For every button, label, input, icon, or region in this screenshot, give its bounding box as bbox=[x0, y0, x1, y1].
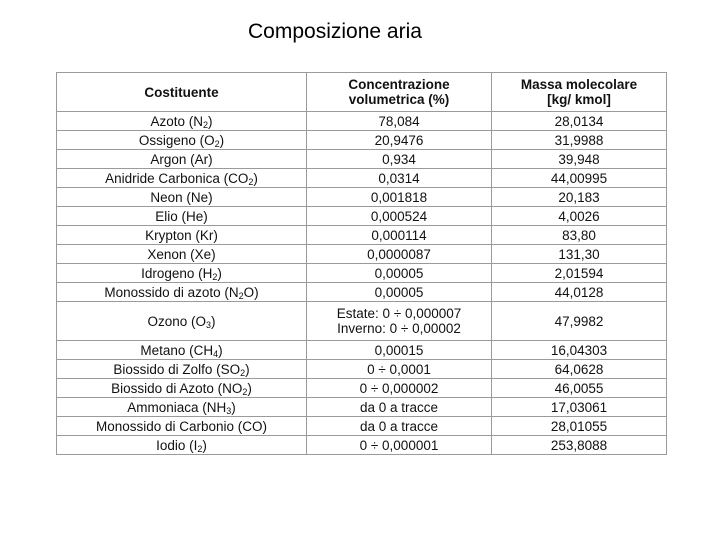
formula-subscript: 2 bbox=[203, 119, 209, 130]
constituent-name-suffix: ) bbox=[231, 399, 236, 415]
concentration-cell: 0,000114 bbox=[307, 226, 492, 245]
constituent-name: Ozono (O bbox=[147, 313, 206, 329]
table-row bbox=[57, 283, 667, 302]
constituent-name: Metano (CH bbox=[140, 342, 214, 358]
constituent-name-suffix: ) bbox=[219, 132, 225, 148]
formula-subscript: 3 bbox=[206, 319, 212, 330]
constituent-cell bbox=[57, 436, 307, 455]
constituent-name-suffix: ) bbox=[218, 342, 223, 358]
concentration-cell: 0 ÷ 0,000001 bbox=[307, 436, 492, 455]
formula-subscript: 4 bbox=[213, 348, 219, 359]
constituent-name: Idrogeno (H bbox=[141, 265, 213, 281]
constituent-name-suffix: ) bbox=[253, 170, 258, 186]
table-row bbox=[57, 112, 667, 131]
header-mass-line1: Massa molecolare bbox=[520, 77, 638, 92]
header-concentration-line1: Concentrazione bbox=[348, 77, 450, 92]
table-row bbox=[57, 436, 667, 455]
concentration-cell: 0,934 bbox=[307, 150, 492, 169]
header-concentration bbox=[307, 73, 492, 112]
molecular-mass-cell: 83,80 bbox=[492, 226, 667, 245]
molecular-mass-cell: 46,0055 bbox=[492, 379, 667, 398]
concentration-cell bbox=[307, 302, 492, 341]
concentration-cell: 0,00005 bbox=[307, 283, 492, 302]
concentration-cell: 0,00005 bbox=[307, 264, 492, 283]
constituent-cell bbox=[57, 379, 307, 398]
concentration-cell: da 0 a tracce bbox=[307, 398, 492, 417]
concentration-cell: 0,0000087 bbox=[307, 245, 492, 264]
constituent-cell bbox=[57, 226, 307, 245]
constituent-name: Krypton (Kr) bbox=[145, 227, 218, 243]
constituent-name: Biossido di Azoto (NO bbox=[111, 380, 243, 396]
header-molecular-mass bbox=[492, 73, 667, 112]
constituent-cell bbox=[57, 302, 307, 341]
constituent-name: Elio (He) bbox=[155, 208, 208, 224]
concentration-cell: 20,9476 bbox=[307, 131, 492, 150]
table-row bbox=[57, 302, 667, 341]
molecular-mass-cell: 64,0628 bbox=[492, 360, 667, 379]
table-row bbox=[57, 131, 667, 150]
constituent-name: Neon (Ne) bbox=[150, 189, 213, 205]
concentration-cell: 0,00015 bbox=[307, 341, 492, 360]
constituent-name-suffix: ) bbox=[245, 361, 250, 377]
header-constituent: Costituente bbox=[57, 73, 307, 112]
constituent-cell bbox=[57, 264, 307, 283]
formula-subscript: 2 bbox=[214, 138, 220, 149]
formula-subscript: 2 bbox=[212, 271, 218, 282]
formula-subscript: 3 bbox=[226, 405, 232, 416]
constituent-name-suffix: ) bbox=[202, 437, 207, 453]
constituent-name-suffix: ) bbox=[247, 380, 252, 396]
constituent-cell bbox=[57, 398, 307, 417]
molecular-mass-cell: 31,9988 bbox=[492, 131, 667, 150]
constituent-name: Ossigeno (O bbox=[138, 132, 215, 148]
concentration-cell: 0 ÷ 0,000002 bbox=[307, 379, 492, 398]
constituent-cell bbox=[57, 245, 307, 264]
constituent-cell bbox=[57, 283, 307, 302]
table-row bbox=[57, 341, 667, 360]
molecular-mass-cell: 47,9982 bbox=[492, 302, 667, 341]
constituent-cell bbox=[57, 150, 307, 169]
constituent-name-suffix: O) bbox=[243, 284, 259, 300]
header-mass-line2: [kg/ kmol] bbox=[547, 92, 611, 107]
constituent-cell bbox=[57, 131, 307, 150]
constituent-name: Iodio (I bbox=[156, 437, 198, 453]
molecular-mass-cell: 253,8088 bbox=[492, 436, 667, 455]
table-row bbox=[57, 207, 667, 226]
concentration-line: Estate: 0 ÷ 0,000007 bbox=[336, 306, 462, 321]
table-row bbox=[57, 398, 667, 417]
molecular-mass-cell: 2,01594 bbox=[492, 264, 667, 283]
formula-subscript: 2 bbox=[248, 176, 254, 187]
table-row bbox=[57, 360, 667, 379]
air-composition-table bbox=[56, 72, 667, 455]
constituent-cell bbox=[57, 207, 307, 226]
formula-subscript: 2 bbox=[240, 367, 246, 378]
constituent-name-suffix: ) bbox=[208, 113, 213, 129]
concentration-cell: 0,0314 bbox=[307, 169, 492, 188]
header-concentration-line2: volumetrica (%) bbox=[348, 92, 450, 107]
page-title: Composizione aria bbox=[248, 20, 422, 43]
constituent-name-suffix: ) bbox=[211, 313, 216, 329]
constituent-cell bbox=[57, 188, 307, 207]
table-row bbox=[57, 264, 667, 283]
table-row bbox=[57, 188, 667, 207]
table-row bbox=[57, 169, 667, 188]
molecular-mass-cell: 28,0134 bbox=[492, 112, 667, 131]
molecular-mass-cell: 44,00995 bbox=[492, 169, 667, 188]
constituent-name: Anidride Carbonica (CO bbox=[105, 170, 249, 186]
constituent-name: Monossido di Carbonio (CO) bbox=[95, 418, 268, 434]
concentration-cell: 0,001818 bbox=[307, 188, 492, 207]
table-row bbox=[57, 245, 667, 264]
table-row bbox=[57, 226, 667, 245]
molecular-mass-cell: 20,183 bbox=[492, 188, 667, 207]
constituent-cell bbox=[57, 341, 307, 360]
molecular-mass-cell: 28,01055 bbox=[492, 417, 667, 436]
constituent-name: Ammoniaca (NH bbox=[127, 399, 227, 415]
table-row bbox=[57, 150, 667, 169]
formula-subscript: 2 bbox=[197, 443, 203, 454]
constituent-name: Monossido di azoto (N bbox=[104, 284, 239, 300]
concentration-cell: 0 ÷ 0,0001 bbox=[307, 360, 492, 379]
constituent-cell bbox=[57, 417, 307, 436]
table-row bbox=[57, 379, 667, 398]
constituent-name-suffix: ) bbox=[217, 265, 222, 281]
constituent-name: Biossido di Zolfo (SO bbox=[113, 361, 241, 377]
concentration-line: Inverno: 0 ÷ 0,00002 bbox=[337, 321, 461, 336]
constituent-name: Argon (Ar) bbox=[150, 151, 213, 167]
molecular-mass-cell: 44,0128 bbox=[492, 283, 667, 302]
constituent-cell bbox=[57, 169, 307, 188]
molecular-mass-cell: 16,04303 bbox=[492, 341, 667, 360]
table-body bbox=[57, 112, 667, 455]
concentration-cell: 0,000524 bbox=[307, 207, 492, 226]
constituent-name: Azoto (N bbox=[150, 113, 203, 129]
concentration-cell: 78,084 bbox=[307, 112, 492, 131]
concentration-cell: da 0 a tracce bbox=[307, 417, 492, 436]
formula-subscript: 2 bbox=[242, 386, 248, 397]
table-row bbox=[57, 417, 667, 436]
constituent-name: Xenon (Xe) bbox=[147, 246, 216, 262]
constituent-cell bbox=[57, 112, 307, 131]
molecular-mass-cell: 39,948 bbox=[492, 150, 667, 169]
molecular-mass-cell: 17,03061 bbox=[492, 398, 667, 417]
constituent-cell bbox=[57, 360, 307, 379]
table-header-row bbox=[57, 73, 667, 112]
molecular-mass-cell: 131,30 bbox=[492, 245, 667, 264]
formula-subscript: 2 bbox=[238, 290, 244, 301]
molecular-mass-cell: 4,0026 bbox=[492, 207, 667, 226]
